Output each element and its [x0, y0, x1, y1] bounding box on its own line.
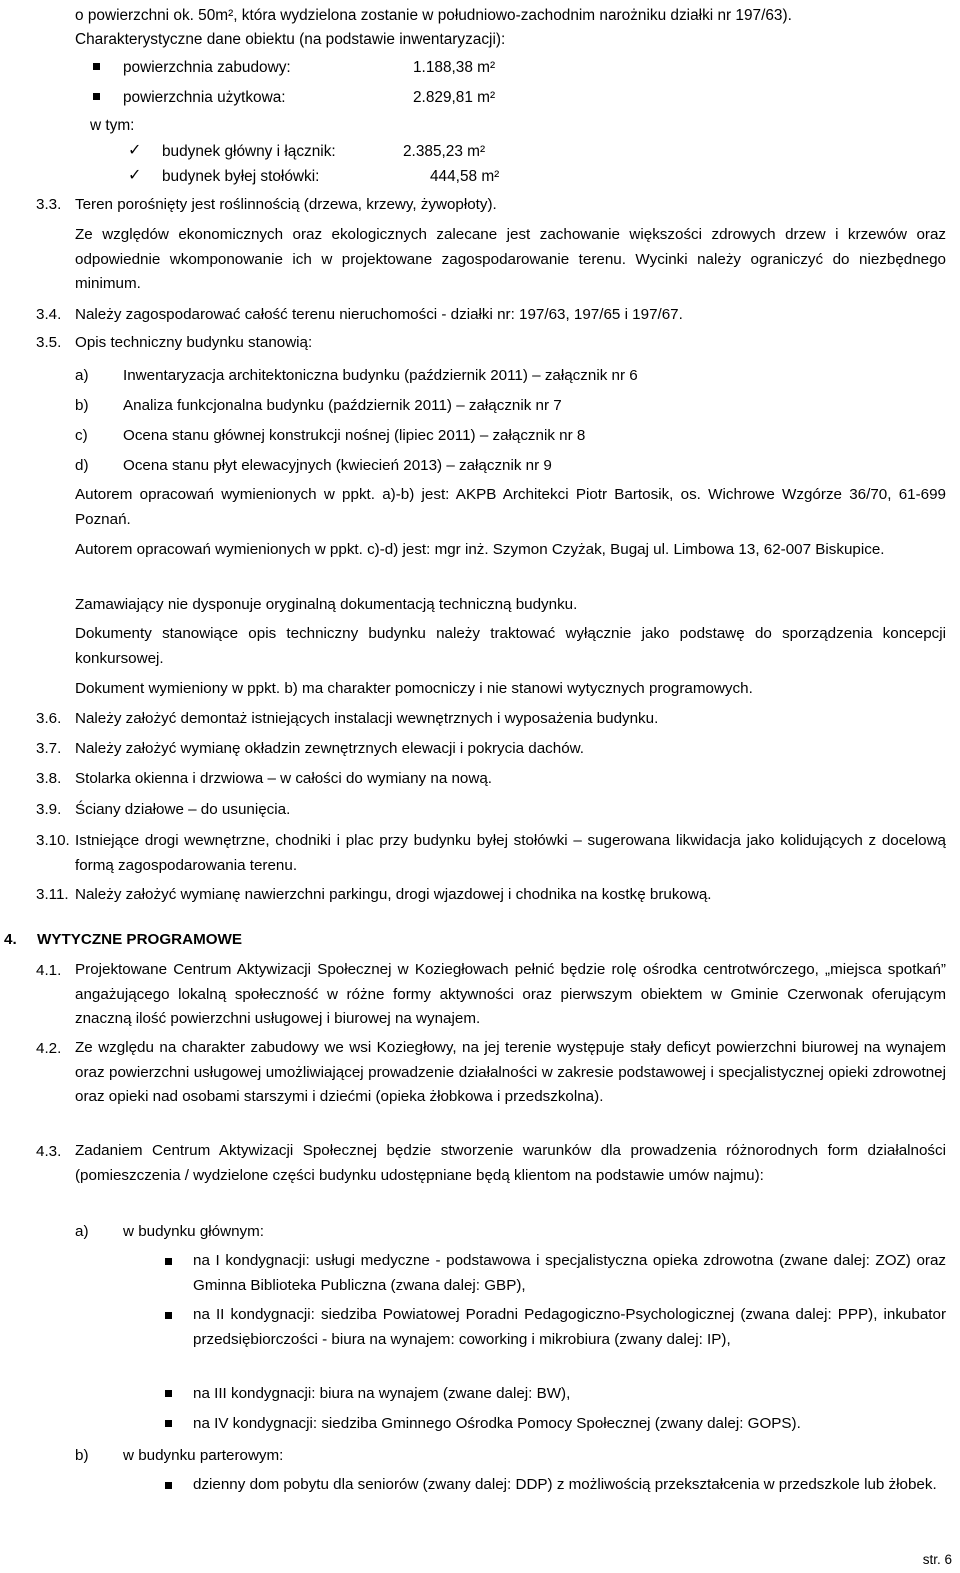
- section-text: Stolarka okienna i drzwiowa – w całości do wymiany na nową.: [75, 770, 493, 787]
- list-item: na IV kondygnacji: siedziba Gminnego Ośrodka Pomocy Społecznej (zwany dalej: GOPS).: [193, 1415, 801, 1432]
- list-letter: b): [75, 1447, 89, 1464]
- canteen-value: 444,58 m²: [430, 168, 500, 185]
- check-icon: ✓: [128, 142, 142, 159]
- paragraph: Dokumenty stanowiące opis techniczny budynku należy traktować wyłącznie jako podstawę do sporządzenia koncepcji konkursowej.: [75, 625, 946, 667]
- section-number: 3.5.: [36, 334, 62, 351]
- list-letter: a): [75, 1223, 89, 1240]
- check-icon: ✓: [128, 167, 142, 184]
- section-number: 3.10.: [36, 832, 70, 849]
- bullet-icon: [93, 93, 100, 100]
- paragraph: Zamawiający nie dysponuje oryginalną dokumentacją techniczną budynku.: [75, 596, 578, 613]
- paragraph: Autorem opracowań wymienionych w ppkt. c)-d) jest: mgr inż. Szymon Czyżak, Bugaj ul. Limbowa 13, 62-007 Biskupice.: [75, 541, 885, 558]
- bullet-icon: [165, 1390, 172, 1397]
- list-item: Analiza funkcjonalna budynku (październik 2011) – załącznik nr 7: [123, 397, 562, 414]
- area-built-label: powierzchnia zabudowy:: [123, 59, 291, 76]
- canteen-label: budynek byłej stołówki:: [162, 168, 320, 185]
- section-number: 4.2.: [36, 1040, 62, 1057]
- list-item: Ocena stanu głównej konstrukcji nośnej (lipiec 2011) – załącznik nr 8: [123, 427, 586, 444]
- section-text: Projektowane Centrum Aktywizacji Społecznej w Koziegłowach pełnić będzie rolę ośrodka centrotwórczego, „miejsca spotkań” angażującego lokalną społeczność w różne formy aktywności oraz pierwszym obiektem w Gminie Czerwonak oferującym znaczną ilość powierzchni usługowej i biurowej na wynajem.: [75, 961, 946, 1028]
- section-number: 3.6.: [36, 710, 62, 727]
- list-item: dzienny dom pobytu dla seniorów (zwany dalej: DDP) z możliwością przekształcenia w przedszkole lub żłobek.: [193, 1476, 937, 1493]
- area-built-value: 1.188,38 m²: [413, 59, 496, 76]
- section-text: Teren porośnięty jest roślinnością (drzewa, krzewy, żywopłoty).: [75, 196, 497, 213]
- list-item: Ocena stanu płyt elewacyjnych (kwiecień 2013) – załącznik nr 9: [123, 457, 552, 474]
- text-line: Charakterystyczne dane obiektu (na podstawie inwentaryzacji):: [75, 31, 506, 48]
- paragraph: Ze względów ekonomicznych oraz ekologicznych zalecane jest zachowanie większości zdrowych drzew i krzewów oraz odpowiednie wkomponowanie ich w projektowane zagospodarowanie terenu. Wycinki należy ograniczyć do niezbędnego minimum.: [75, 226, 946, 293]
- section-text: Istniejące drogi wewnętrzne, chodniki i plac przy budynku byłej stołówki – sugerowana likwidacja jako kolidujących z docelową formą zagospodarowania terenu.: [75, 832, 946, 874]
- list-letter: a): [75, 367, 89, 384]
- section-number: 4.3.: [36, 1143, 62, 1160]
- section-number: 4.1.: [36, 962, 62, 979]
- list-item: w budynku parterowym:: [123, 1447, 284, 1464]
- area-usable-value: 2.829,81 m²: [413, 89, 496, 106]
- section-number: 3.8.: [36, 770, 62, 787]
- section-text: Należy założyć wymianę nawierzchni parkingu, drogi wjazdowej i chodnika na kostkę brukową.: [75, 886, 712, 903]
- list-item: w budynku głównym:: [123, 1223, 264, 1240]
- list-letter: d): [75, 457, 89, 474]
- section-text: Opis techniczny budynku stanowią:: [75, 334, 313, 351]
- section-text: Należy założyć demontaż istniejących instalacji wewnętrznych i wyposażenia budynku.: [75, 710, 659, 727]
- main-building-label: budynek główny i łącznik:: [162, 143, 336, 160]
- bullet-icon: [165, 1420, 172, 1427]
- section-number: 3.9.: [36, 801, 62, 818]
- section-number: 3.4.: [36, 306, 62, 323]
- text-line: w tym:: [90, 117, 135, 134]
- chapter-title: WYTYCZNE PROGRAMOWE: [37, 931, 243, 948]
- main-building-value: 2.385,23 m²: [403, 143, 486, 160]
- text-line: o powierzchni ok. 50m², która wydzielona zostanie w południowo-zachodnim narożniku działki nr 197/63).: [75, 7, 792, 24]
- bullet-icon: [165, 1258, 172, 1265]
- chapter-number: 4.: [4, 931, 17, 948]
- area-usable-label: powierzchnia użytkowa:: [123, 89, 286, 106]
- paragraph: Dokument wymieniony w ppkt. b) ma charakter pomocniczy i nie stanowi wytycznych programowych.: [75, 680, 753, 697]
- section-text: Należy założyć wymianę okładzin zewnętrznych elewacji i pokrycia dachów.: [75, 740, 585, 757]
- list-item: na I kondygnacji: usługi medyczne - podstawowa i specjalistyczna opieka zdrowotna (zwane dalej: ZOZ) oraz Gminna Biblioteka Publiczna (zwana dalej: GBP),: [193, 1252, 946, 1294]
- section-number: 3.11.: [36, 886, 69, 903]
- section-number: 3.7.: [36, 740, 62, 757]
- section-text: Ściany działowe – do usunięcia.: [75, 801, 291, 818]
- list-item: na II kondygnacji: siedziba Powiatowej Poradni Pedagogiczno-Psychologicznej (zwana dalej: PPP), inkubator przedsiębiorczości - biura na wynajem: coworking i mikrobiura (zwany dalej: IP),: [193, 1306, 946, 1348]
- section-text: Ze względu na charakter zabudowy we wsi Koziegłowy, na jej terenie występuje stały deficyt powierzchni biurowej na wynajem oraz powierzchni usługowej umożliwiającej prowadzenie działalności w zakresie podstawowej i specjalistycznej opieki zdrowotnej oraz opieki nad osobami starszymi i dziećmi (opieka żłobkowa i przedszkolna).: [75, 1039, 946, 1106]
- section-text: Zadaniem Centrum Aktywizacji Społecznej będzie stworzenie warunków dla prowadzenia różnorodnych form działalności (pomieszczenia / wydzielone części budynku udostępniane będą klientom na podstawie umów najmu):: [75, 1142, 946, 1184]
- bullet-icon: [165, 1312, 172, 1319]
- list-item: na III kondygnacji: biura na wynajem (zwane dalej: BW),: [193, 1385, 571, 1402]
- page-number: str. 6: [922, 1552, 952, 1567]
- list-letter: b): [75, 397, 89, 414]
- section-number: 3.3.: [36, 196, 62, 213]
- bullet-icon: [93, 63, 100, 70]
- bullet-icon: [165, 1482, 172, 1489]
- paragraph: Autorem opracowań wymienionych w ppkt. a)-b) jest: AKPB Architekci Piotr Bartosik, os. Wichrowe Wzgórze 36/70, 61-699 Poznań.: [75, 486, 946, 528]
- section-text: Należy zagospodarować całość terenu nieruchomości - działki nr: 197/63, 197/65 i 197/67.: [75, 306, 683, 323]
- list-item: Inwentaryzacja architektoniczna budynku (październik 2011) – załącznik nr 6: [123, 367, 638, 384]
- list-letter: c): [75, 427, 88, 444]
